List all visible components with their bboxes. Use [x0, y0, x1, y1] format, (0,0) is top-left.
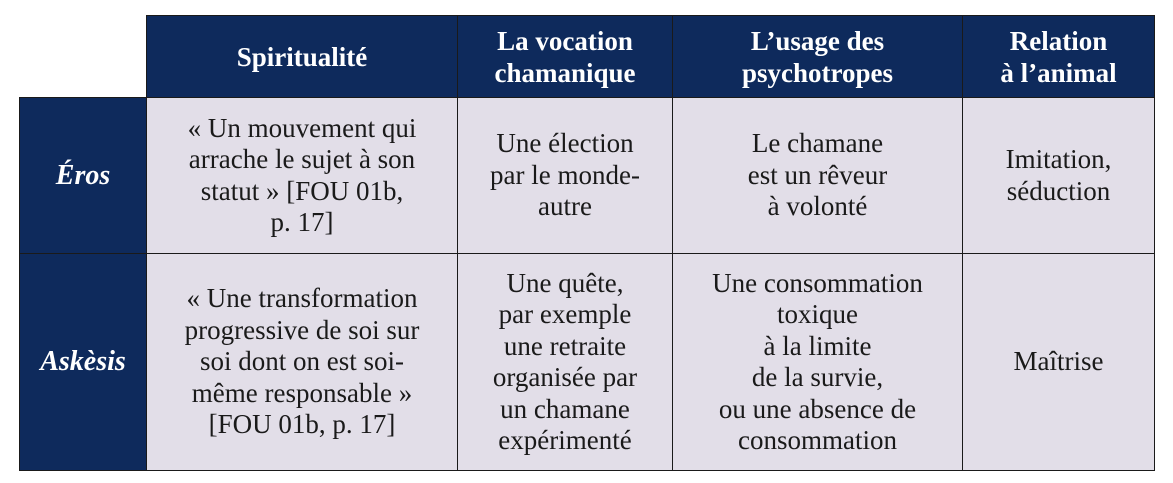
cell-eros-spiritualite: « Un mouvement qui arrache le sujet à son statut » [FOU 01b, p. 17]: [147, 98, 458, 254]
cell-askesis-vocation: Une quête, par exemple une retraite organisée par un chamane expérimenté: [458, 254, 673, 471]
row-header-eros: Éros: [20, 98, 147, 254]
cell-askesis-psychotropes: Une consommation toxique à la limite de la survie, ou une absence de consommation: [673, 254, 963, 471]
column-header-vocation: La vocation chamanique: [458, 16, 673, 98]
row-header-askesis: Askèsis: [20, 254, 147, 471]
cell-eros-relation-animal: Imitation, séduction: [963, 98, 1155, 254]
corner-cell: [20, 16, 147, 98]
cell-eros-vocation: Une élection par le monde- autre: [458, 98, 673, 254]
cell-askesis-spiritualite: « Une transformation progressive de soi sur soi dont on est soi- même responsable » [FOU 01b, p. 17]: [147, 254, 458, 471]
column-header-spiritualite: Spiritualité: [147, 16, 458, 98]
column-header-psychotropes: L’usage des psychotropes: [673, 16, 963, 98]
header-row: [20, 16, 1155, 98]
comparison-table: [19, 15, 1155, 471]
cell-eros-psychotropes: Le chamane est un rêveur à volonté: [673, 98, 963, 254]
table-row-eros: [20, 98, 1155, 254]
column-header-relation-animal: Relation à l’animal: [963, 16, 1155, 98]
table-row-askesis: [20, 254, 1155, 471]
cell-askesis-relation-animal: Maîtrise: [963, 254, 1155, 471]
